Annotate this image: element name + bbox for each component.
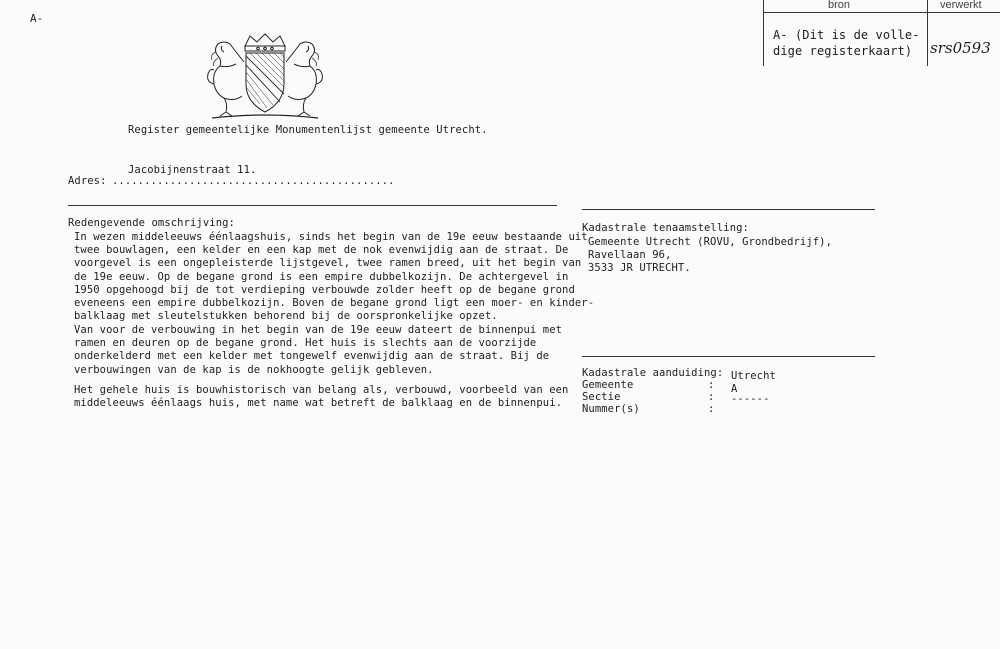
stamp-verwerkt-header: verwerkt — [940, 0, 982, 11]
description-line: In wezen middeleeuws éénlaagshuis, sinds het begin van de 19e eeuw bestaande uit — [74, 231, 588, 243]
description-line: ramen en deuren op de begane grond. Het huis is slechts aan de voorzijde — [74, 337, 537, 350]
coat-of-arms-logo — [200, 32, 330, 122]
address-label: Adres: — [68, 175, 107, 187]
ownership-line: Ravellaan 96, — [588, 249, 672, 262]
description-line: 1950 opgehoogd bij de tot verdieping verbouwde zolder heeft op de begane grond — [74, 283, 575, 296]
stamp-bron-header: bron — [828, 0, 851, 11]
right-separator-middle — [582, 356, 875, 357]
register-title: Register gemeentelijke Monumentenlijst gemeente Utrecht. — [128, 124, 488, 136]
description-line: eveneens een empire dubbelkozijn. Boven de begane grond ligt een moer- en kinder- — [74, 297, 595, 310]
description-line: verbouwingen van de kap is de nokhoogte gelijk gebleven. — [74, 363, 434, 376]
cadastral-sectie-sep: : — [708, 391, 715, 403]
description-line: middeleeuws éénlaags huis, met name wat betreft de balklaag en de binnenpui. — [74, 397, 563, 410]
cadastral-sectie-label: Sectie — [582, 391, 621, 403]
stamp-bron-line-2: dige registerkaart) — [773, 44, 913, 58]
cadastral-gemeente-sep: : — [708, 379, 715, 391]
description-heading: Redengevende omschrijving: — [68, 217, 235, 229]
ownership-heading: Kadastrale tenaamstelling: — [582, 222, 749, 234]
ownership-block — [588, 236, 832, 276]
description-line: Het gehele huis is bouwhistorisch van belang als, verbouwd, voorbeeld van een — [74, 384, 569, 396]
description-line: de 19e eeuw. Op de begane grond is een empire dubbelkozijn. De achtergevel in — [74, 270, 569, 283]
description-paragraph-1 — [74, 231, 594, 323]
cadastral-nummer-value: ------ — [731, 393, 770, 405]
description-line: onderkelderd met een kelder met tongewelf evenwijdig aan de straat. Bij de — [74, 350, 550, 363]
description-line: voorgevel is een ongepleisterde lijstgevel, twee ramen breed, uit het begin van — [74, 257, 582, 270]
cadastral-heading: Kadastrale aanduiding: — [582, 367, 724, 379]
right-separator-top — [582, 209, 875, 210]
cadastral-gemeente-label: Gemeente — [582, 379, 634, 391]
ownership-line: 3533 JR UTRECHT. — [588, 262, 691, 275]
cadastral-sectie-value: A — [731, 383, 738, 395]
address-value: Jacobijnenstraat 11. — [128, 164, 257, 176]
description-line: Van voor de verbouwing in het begin van de 19e eeuw dateert de binnenpui met — [74, 324, 563, 336]
stamp-verwerkt-value: srs0593 — [930, 39, 991, 57]
corner-mark: A- — [30, 12, 44, 25]
ownership-line: Gemeente Utrecht (ROVU, Grondbedrijf), — [588, 236, 833, 248]
description-paragraph-3 — [74, 384, 568, 410]
cadastral-nummer-label: Nummer(s) — [582, 403, 640, 415]
cadastral-nummer-sep: : — [708, 403, 715, 415]
description-line: balklaag met sleutelstukken behorend bij de oorspronkelijke opzet. — [74, 310, 498, 323]
description-line: twee bouwlagen, een kelder en een kap met de nok evenwijdig aan de straat. De — [74, 244, 569, 257]
stamp-bron-line-1: A- (Dit is de volle- — [773, 28, 920, 42]
address-dots: ............................................ — [112, 175, 395, 187]
left-separator — [68, 205, 557, 206]
description-paragraph-2 — [74, 324, 562, 377]
cadastral-gemeente-value: Utrecht — [731, 370, 776, 382]
